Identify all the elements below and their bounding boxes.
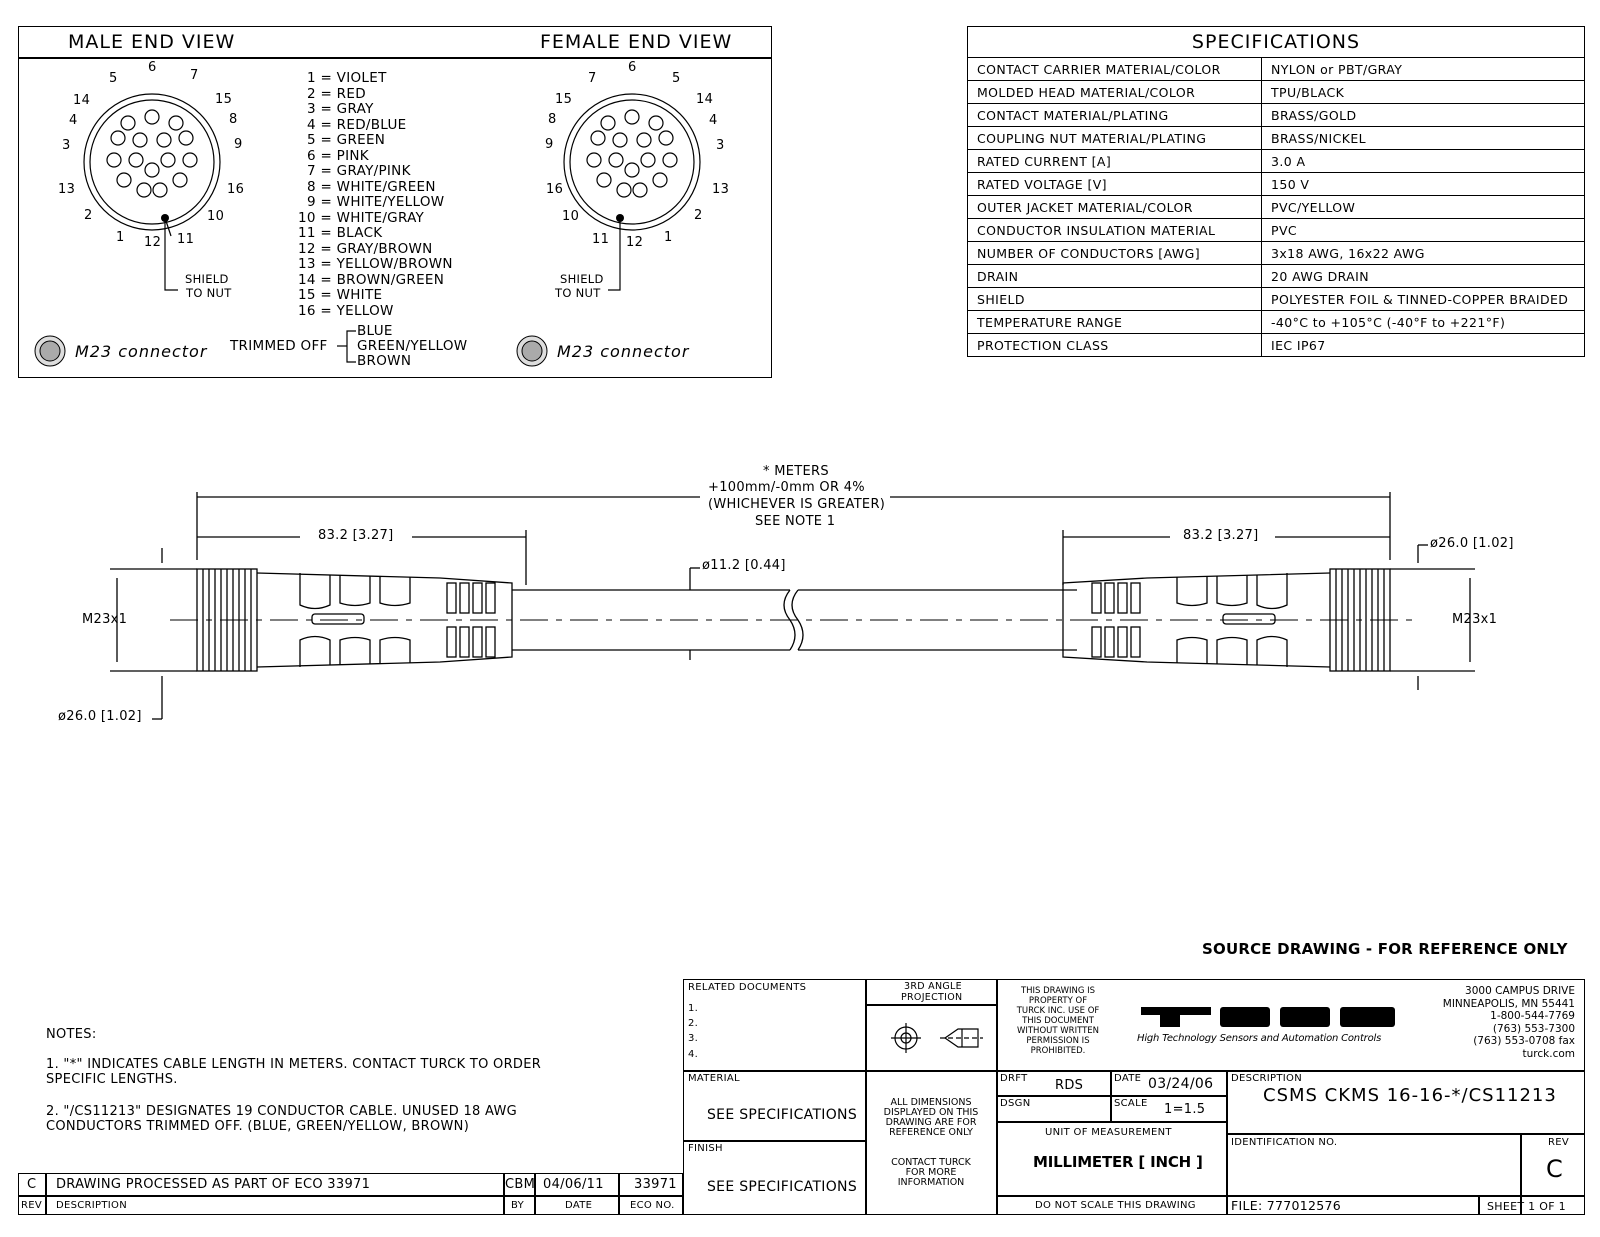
property-line: PROPERTY OF xyxy=(1028,996,1088,1006)
trimmed-item: BROWN xyxy=(357,353,412,369)
spec-value: PVC xyxy=(1262,219,1585,242)
pin-entry: 16 = YELLOW xyxy=(298,302,394,319)
do-not-scale: DO NOT SCALE THIS DRAWING xyxy=(1035,1200,1196,1211)
female-pin-11: 11 xyxy=(592,232,610,247)
note-2a: 2. "/CS11213" DESIGNATES 19 CONDUCTOR CABLE. UNUSED 18 AWG xyxy=(46,1104,518,1119)
male-shield-label: SHIELD xyxy=(185,272,229,286)
designer-label: DSGN xyxy=(1000,1098,1031,1109)
spec-name: OUTER JACKET MATERIAL/COLOR xyxy=(968,196,1262,219)
spec-name: COUPLING NUT MATERIAL/PLATING xyxy=(968,127,1262,150)
male-pin-8: 8 xyxy=(229,112,238,127)
drafter-label: DRFT xyxy=(1000,1073,1028,1084)
pin-entry: 3 = GRAY xyxy=(307,101,374,117)
male-pin-1: 1 xyxy=(116,230,125,245)
length-note-4: SEE NOTE 1 xyxy=(755,514,836,529)
spec-value: 150 V xyxy=(1262,173,1585,196)
source-drawing-note: SOURCE DRAWING - FOR REFERENCE ONLY xyxy=(1202,940,1568,958)
male-pin-7: 7 xyxy=(190,68,199,83)
pin-entry: 12 = GRAY/BROWN xyxy=(298,240,433,257)
male-connector-label: M23 connector xyxy=(75,342,208,361)
spec-value: 3.0 A xyxy=(1262,150,1585,173)
spec-value: POLYESTER FOIL & TINNED-COPPER BRAIDED xyxy=(1262,288,1585,311)
left-diameter-dim: ø26.0 [1.02] xyxy=(58,709,142,724)
female-connector-label: M23 connector xyxy=(557,342,690,361)
drafter-value: RDS xyxy=(1055,1078,1084,1093)
male-shield-label-2: TO NUT xyxy=(186,286,232,300)
note-1b: SPECIFIC LENGTHS. xyxy=(46,1072,178,1087)
description-value: CSMS CKMS 16-16-*/CS11213 xyxy=(1263,1085,1557,1106)
male-pin-11: 11 xyxy=(177,232,195,247)
female-pin-8: 8 xyxy=(548,112,557,127)
pin-entry: 9 = WHITE/YELLOW xyxy=(307,194,445,210)
female-pin-14: 14 xyxy=(696,92,714,107)
female-pin-9: 9 xyxy=(545,137,554,152)
file-label: FILE: 777012576 xyxy=(1231,1198,1341,1213)
male-pin-5: 5 xyxy=(109,71,118,86)
unit-value: MILLIMETER [ INCH ] xyxy=(1033,1153,1203,1171)
female-shield-label-2: TO NUT xyxy=(555,286,601,300)
rev-header-eco: ECO NO. xyxy=(630,1200,675,1211)
left-length-dim: 83.2 [3.27] xyxy=(318,528,394,543)
female-pin-16: 16 xyxy=(546,182,564,197)
turck-logo xyxy=(1141,1007,1395,1027)
scale-label: SCALE xyxy=(1114,1098,1148,1109)
spec-value: 20 AWG DRAIN xyxy=(1262,265,1585,288)
female-pin-3: 3 xyxy=(716,138,725,153)
notes-title: NOTES: xyxy=(46,1027,97,1042)
related-docs-label: RELATED DOCUMENTS xyxy=(688,982,807,993)
male-pin-9: 9 xyxy=(234,137,243,152)
projection-label: 3RD ANGLE xyxy=(904,981,962,992)
trimmed-item: GREEN/YELLOW xyxy=(357,338,468,354)
male-pin-3: 3 xyxy=(62,138,71,153)
cable-diameter-dim: ø11.2 [0.44] xyxy=(702,558,786,573)
rev-header-rev: REV xyxy=(21,1200,43,1211)
female-pin-10: 10 xyxy=(562,209,580,224)
female-pin-15: 15 xyxy=(555,92,573,107)
dims-line: REFERENCE ONLY xyxy=(889,1127,973,1138)
trimmed-item: BLUE xyxy=(357,323,393,339)
spec-value: BRASS/GOLD xyxy=(1262,104,1585,127)
right-length-dim: 83.2 [3.27] xyxy=(1183,528,1259,543)
pin-entry: 2 = RED xyxy=(307,85,366,102)
length-note-2: +100mm/-0mm OR 4% xyxy=(708,480,865,495)
male-pin-2: 2 xyxy=(84,208,93,223)
property-line: PROHIBITED. xyxy=(1030,1046,1086,1056)
address-line: (763) 553-7300 xyxy=(1492,1022,1575,1035)
date-label: DATE xyxy=(1114,1073,1142,1084)
female-pin-7: 7 xyxy=(588,71,597,86)
spec-value: IEC IP67 xyxy=(1262,334,1585,357)
pin-entry: 7 = GRAY/PINK xyxy=(307,163,411,179)
pin-entry: 6 = PINK xyxy=(307,147,369,164)
pin-entry: 15 = WHITE xyxy=(298,287,383,303)
spec-name: RATED CURRENT [A] xyxy=(968,150,1262,173)
pin-entry: 1 = VIOLET xyxy=(307,70,387,86)
male-pin-4: 4 xyxy=(69,113,78,128)
pin-entry: 13 = YELLOW/BROWN xyxy=(298,256,453,272)
female-pin-2: 2 xyxy=(694,208,703,223)
address-line: turck.com xyxy=(1522,1047,1575,1060)
address-line: 1-800-544-7769 xyxy=(1490,1010,1575,1022)
dims-line: DISPLAYED ON THIS xyxy=(883,1107,979,1118)
spec-value: BRASS/NICKEL xyxy=(1262,127,1585,150)
female-pin-12: 12 xyxy=(626,235,644,250)
rev-date: 04/06/11 xyxy=(543,1177,604,1192)
right-thread-dim: M23x1 xyxy=(1452,612,1498,627)
material-label: MATERIAL xyxy=(688,1073,740,1084)
scale-value: 1=1.5 xyxy=(1164,1102,1206,1117)
spec-value: -40°C to +105°C (-40°F to +221°F) xyxy=(1262,311,1585,334)
property-line: WITHOUT WRITTEN xyxy=(1016,1026,1100,1036)
spec-name: TEMPERATURE RANGE xyxy=(968,311,1262,334)
male-pin-10: 10 xyxy=(207,209,225,224)
pin-entry: 10 = WHITE/GRAY xyxy=(298,209,425,226)
spec-name: MOLDED HEAD MATERIAL/COLOR xyxy=(968,81,1262,104)
finish-label: FINISH xyxy=(688,1143,723,1154)
contact-notice xyxy=(870,1158,992,1188)
note-1a: 1. "*" INDICATES CABLE LENGTH IN METERS. CONTACT TURCK TO ORDER xyxy=(46,1057,542,1072)
identification-label: IDENTIFICATION NO. xyxy=(1231,1137,1338,1148)
female-pin-5: 5 xyxy=(672,71,681,86)
related-doc-item: 3. xyxy=(688,1033,699,1044)
description-label: DESCRIPTION xyxy=(1231,1073,1302,1084)
property-line: THIS DOCUMENT xyxy=(1022,1016,1094,1026)
right-diameter-dim: ø26.0 [1.02] xyxy=(1430,536,1514,551)
spec-name: DRAIN xyxy=(968,265,1262,288)
rev-header-by: BY xyxy=(511,1200,525,1211)
specifications-title: SPECIFICATIONS xyxy=(968,27,1585,58)
contact-line: CONTACT TURCK xyxy=(891,1157,971,1168)
related-doc-item: 4. xyxy=(688,1049,699,1060)
property-line: TURCK INC. USE OF xyxy=(1016,1006,1100,1016)
rev-box-label: REV xyxy=(1548,1137,1570,1148)
projection-label-2: PROJECTION xyxy=(901,992,963,1003)
spec-value: 3x18 AWG, 16x22 AWG xyxy=(1262,242,1585,265)
female-pin-13: 13 xyxy=(712,182,730,197)
male-end-view-title: MALE END VIEW xyxy=(68,31,236,53)
rev-header-date: DATE xyxy=(565,1200,593,1211)
female-pin-1: 1 xyxy=(664,230,673,245)
length-note-1: * METERS xyxy=(763,464,829,479)
contact-line: INFORMATION xyxy=(897,1177,965,1188)
rev-header-desc: DESCRIPTION xyxy=(56,1200,127,1211)
address-line: (763) 553-0708 fax xyxy=(1473,1035,1575,1047)
spec-name: CONTACT MATERIAL/PLATING xyxy=(968,104,1262,127)
female-pin-6: 6 xyxy=(628,60,637,75)
length-note-3: (WHICHEVER IS GREATER) xyxy=(708,497,886,512)
rev-box-value: C xyxy=(1546,1155,1564,1183)
male-pin-13: 13 xyxy=(58,182,76,197)
property-line: PERMISSION IS xyxy=(1026,1036,1090,1046)
male-pin-6: 6 xyxy=(148,60,157,75)
male-pin-14: 14 xyxy=(73,93,91,108)
male-pin-15: 15 xyxy=(215,92,233,107)
spec-name: CONTACT CARRIER MATERIAL/COLOR xyxy=(968,58,1262,81)
spec-value: PVC/YELLOW xyxy=(1262,196,1585,219)
trimmed-off-label: TRIMMED OFF xyxy=(230,338,328,354)
rev-letter: C xyxy=(27,1177,37,1192)
spec-value: NYLON or PBT/GRAY xyxy=(1262,58,1585,81)
property-line: THIS DRAWING IS xyxy=(1020,986,1096,996)
pin-entry: 11 = BLACK xyxy=(298,225,383,241)
pin-entry: 5 = GREEN xyxy=(307,132,386,148)
pin-entry: 4 = RED/BLUE xyxy=(307,116,407,133)
spec-value: TPU/BLACK xyxy=(1262,81,1585,104)
material-value: SEE SPECIFICATIONS xyxy=(707,1107,858,1123)
male-pin-12: 12 xyxy=(144,235,162,250)
female-pin-4: 4 xyxy=(709,113,718,128)
spec-name: NUMBER OF CONDUCTORS [AWG] xyxy=(968,242,1262,265)
pin-entry: 8 = WHITE/GREEN xyxy=(307,178,436,195)
property-notice xyxy=(1003,986,1113,1056)
male-pin-16: 16 xyxy=(227,182,245,197)
company-address xyxy=(1405,985,1575,1060)
address-line: MINNEAPOLIS, MN 55441 xyxy=(1442,997,1575,1010)
dims-line: DRAWING ARE FOR xyxy=(885,1117,977,1128)
related-doc-item: 1. xyxy=(688,1003,699,1014)
rev-eco: 33971 xyxy=(634,1177,677,1192)
rev-description: DRAWING PROCESSED AS PART OF ECO 33971 xyxy=(56,1177,371,1192)
spec-name: RATED VOLTAGE [V] xyxy=(968,173,1262,196)
dimensions-notice xyxy=(870,1098,992,1138)
left-thread-dim: M23x1 xyxy=(82,612,128,627)
company-tagline: High Technology Sensors and Automation Controls xyxy=(1137,1033,1382,1044)
unit-label: UNIT OF MEASUREMENT xyxy=(1045,1127,1172,1138)
sheet-label: SHEET 1 OF 1 xyxy=(1487,1200,1566,1213)
finish-value: SEE SPECIFICATIONS xyxy=(707,1179,858,1195)
female-end-view-title: FEMALE END VIEW xyxy=(540,31,733,53)
spec-name: SHIELD xyxy=(968,288,1262,311)
spec-name: CONDUCTOR INSULATION MATERIAL xyxy=(968,219,1262,242)
contact-line: FOR MORE xyxy=(905,1167,957,1178)
note-2b: CONDUCTORS TRIMMED OFF. (BLUE, GREEN/YELLOW, BROWN) xyxy=(46,1119,470,1134)
dims-line: ALL DIMENSIONS xyxy=(890,1097,972,1108)
spec-name: PROTECTION CLASS xyxy=(968,334,1262,357)
female-shield-label: SHIELD xyxy=(560,272,604,286)
related-doc-item: 2. xyxy=(688,1018,699,1029)
pin-entry: 14 = BROWN/GREEN xyxy=(298,271,445,288)
address-line: 3000 CAMPUS DRIVE xyxy=(1465,985,1575,997)
rev-by: CBM xyxy=(505,1177,536,1192)
date-value: 03/24/06 xyxy=(1148,1076,1214,1092)
